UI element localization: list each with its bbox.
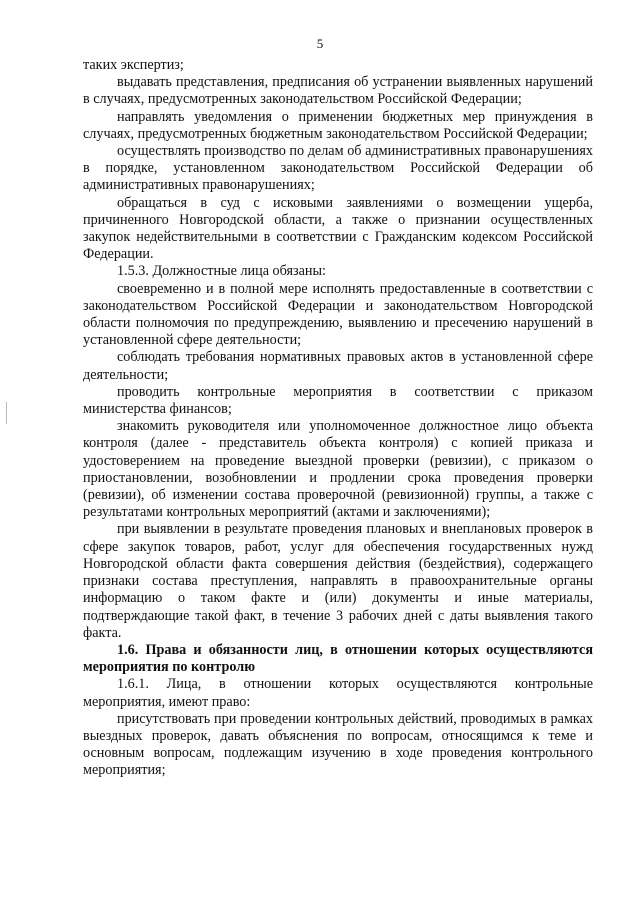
- paragraph: при выявлении в результате проведения плановых и внеплановых проверок в сфере закупок товаров, работ, услуг для обеспечения государственных нужд Новгородской области факта совершения действия (бездействия), содержащего признаки состава преступления, направлять в правоохранительные органы информацию о таком факте и (или) документы и иные материалы, подтверждающие такой факт, в течение 3 рабочих дней с даты выявления такого факта.: [83, 521, 593, 641]
- paragraph: соблюдать требования нормативных правовых актов в установленной сфере деятельности;: [83, 349, 593, 383]
- paragraph: проводить контрольные мероприятия в соответствии с приказом министерства финансов;: [83, 383, 593, 418]
- paragraph: знакомить руководителя или уполномоченное должностное лицо объекта контроля (далее - представитель объекта контроля) с копией приказа и удостоверением на проведение выездной проверки (ревизии), с приказом о приостановлении, возобновлении и продлении срока проведения проверки (ревизии), об изменении состава проверочной (ревизионной) группы, а также с результатами контрольных мероприятий (актами и заключениями);: [83, 418, 593, 521]
- section-heading: 1.6. Права и обязанности лиц, в отношении которых осуществляются мероприятия по контролю: [83, 641, 593, 676]
- page-number: 5: [316, 36, 324, 51]
- paragraph: 1.5.3. Должностные лица обязаны:: [117, 263, 327, 280]
- scan-margin-mark: [6, 402, 7, 424]
- paragraph: присутствовать при проведении контрольных действий, проводимых в рамках выездных проверок, давать объяснения по вопросам, относящимся к теме и основным вопросам, подлежащим изучению в ходе проведения контрольного мероприятия;: [83, 710, 593, 779]
- paragraph: выдавать представления, предписания об устранении выявленных нарушений в случаях, предусмотренных законодательством Российской Федерации;: [83, 74, 593, 108]
- paragraph: обращаться в суд с исковыми заявлениями о возмещении ущерба, причиненного Новгородской области, а также о признании осуществленных закупок недействительными в соответствии с Гражданским кодексом Российской Федерации.: [83, 194, 593, 263]
- document-body: [83, 57, 593, 780]
- paragraph: таких экспертиз;: [83, 57, 184, 73]
- paragraph: направлять уведомления о применении бюджетных мер принуждения в случаях, предусмотренных бюджетным законодательством Российской Федерации;: [83, 108, 593, 142]
- paragraph: 1.6.1. Лица, в отношении которых осуществляются контрольные мероприятия, имеют право:: [83, 676, 593, 710]
- paragraph: осуществлять производство по делам об административных правонарушениях в порядке, установленном законодательством Российской Федерации об административных правонарушениях;: [83, 143, 593, 194]
- paragraph: своевременно и в полной мере исполнять предоставленные в соответствии с законодательством Российской Федерации и законодательством Новгородской области полномочия по предупреждению, выявлению и пресечению нарушений в установленной сфере деятельности;: [83, 280, 593, 349]
